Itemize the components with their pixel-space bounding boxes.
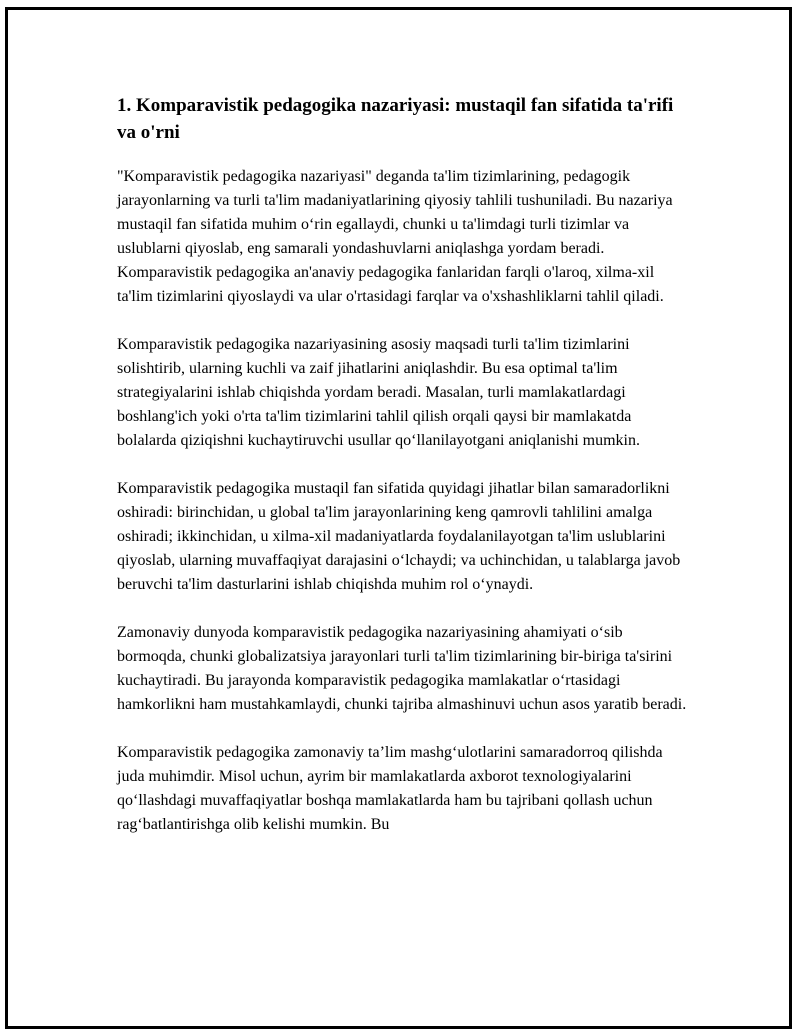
paragraph-5: Komparavistik pedagogika zamonaviy ta’lim mashg‘ulotlarini samaradorroq qilishda juda muhimdir. Misol uchun, ayrim bir mamlakatlarda axborot texnologiyalarini qo‘llashdagi muvaffaqiyatlar boshqa mamlakatlarda ham bu tajribani qollash uchun rag‘batlantirishga olib kelishi mumkin. Bu	[117, 744, 663, 833]
document-body	[117, 92, 692, 861]
paragraph-1: "Komparavistik pedagogika nazariyasi" deganda ta'lim tizimlarining, pedagogik jarayonlarning va turli ta'lim madaniyatlarining qiyosiy tahlili tushuniladi. Bu nazariya mustaqil fan sifatida muhim o‘rin egallaydi, chunki u ta'limdagi turli tizimlar va uslublarni qiyoslab, eng samarali yondashuvlarni aniqlashga yordam beradi. Komparavistik pedagogika an'anaviy pedagogika fanlaridan farqli o'laroq, xilma-xil ta'lim tizimlarini qiyoslaydi va ular o'rtasidagi farqlar va o'xshashliklarni tahlil qiladi.	[117, 168, 673, 305]
paragraph-2: Komparavistik pedagogika nazariyasining asosiy maqsadi turli ta'lim tizimlarini solishtirib, ularning kuchli va zaif jihatlarini aniqlashdir. Bu esa optimal ta'lim strategiyalarini ishlab chiqishda yordam beradi. Masalan, turli mamlakatlardagi boshlang'ich yoki o'rta ta'lim tizimlarini tahlil qilish orqali qaysi bir mamlakatda bolalarda qiziqishni kuchaytiruvchi usullar qo‘llanilayotgani aniqlanishi mumkin.	[117, 336, 640, 449]
paragraph-4: Zamonaviy dunyoda komparavistik pedagogika nazariyasining ahamiyati o‘sib bormoqda, chunki globalizatsiya jarayonlari turli ta'lim tizimlarining bir-biriga ta'sirini kuchaytiradi. Bu jarayonda komparavistik pedagogika mamlakatlar o‘rtasidagi hamkorlikni ham mustahkamlaydi, chunki tajriba almashinuvi uchun asos yaratib beradi.	[117, 624, 687, 713]
section-heading: 1. Komparavistik pedagogika nazariyasi: mustaqil fan sifatida ta'rifi va o'rni	[117, 95, 674, 143]
paragraph-3: Komparavistik pedagogika mustaqil fan sifatida quyidagi jihatlar bilan samaradorlikni oshiradi: birinchidan, u global ta'lim jarayonlarining keng qamrovli tahlilini amalga oshiradi; ikkinchidan, u xilma-xil madaniyatlarda foydalanilayotgan ta'lim uslublarini qiyoslab, ularning muvaffaqiyat darajasini o‘lchaydi; va uchinchidan, u talablarga javob beruvchi ta'lim dasturlarini ishlab chiqishda muhim rol o‘ynaydi.	[117, 480, 681, 593]
